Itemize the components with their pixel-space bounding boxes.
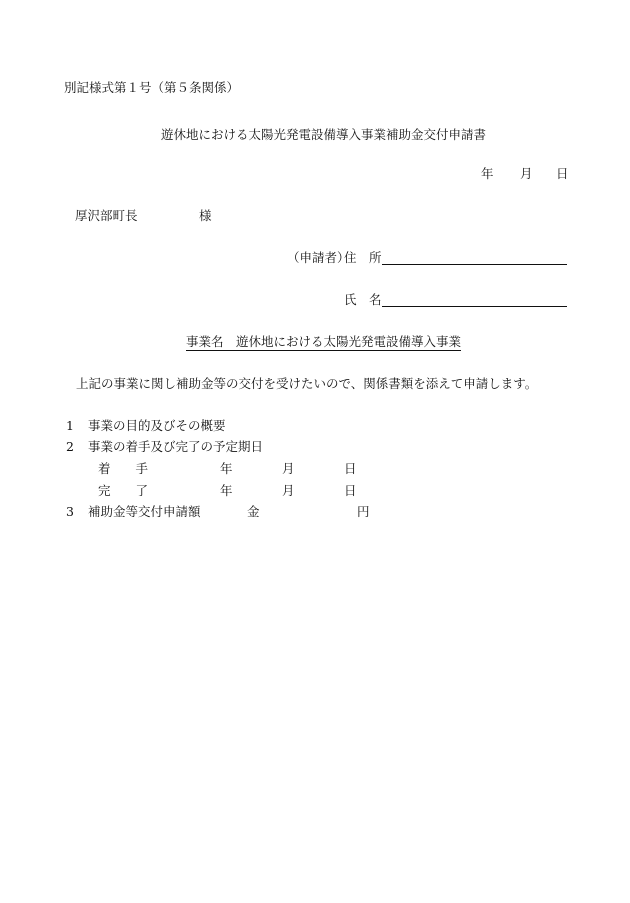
project-title-line [186, 336, 461, 351]
addressee-honorific: 様 [199, 208, 212, 223]
item-3-number: 3 [66, 504, 74, 519]
end-day-label: 日 [344, 483, 357, 498]
address-field[interactable] [382, 250, 567, 265]
project-name: 遊休地における太陽光発電設備導入事業 [236, 334, 462, 349]
start-month-label: 月 [282, 461, 295, 476]
name-field[interactable] [382, 292, 567, 307]
document-title: 遊休地における太陽光発電設備導入事業補助金交付申請書 [161, 127, 487, 142]
item-1-number: 1 [66, 418, 74, 433]
project-label: 事業名 [186, 334, 224, 349]
name-label: 氏 名 [344, 292, 382, 307]
application-statement: 上記の事業に関し補助金等の交付を受けたいので、関係書類を添えて申請します。 [76, 376, 538, 391]
date-year-label: 年 [481, 166, 494, 181]
item-2-number: 2 [66, 439, 74, 454]
start-day-label: 日 [344, 461, 357, 476]
form-number: 別記様式第１号（第５条関係） [64, 80, 240, 95]
date-month-label: 月 [520, 166, 533, 181]
start-year-label: 年 [220, 461, 233, 476]
amount-prefix: 金 [247, 504, 260, 519]
amount-suffix: 円 [357, 504, 370, 519]
address-label: 住 所 [344, 250, 382, 265]
date-day-label: 日 [556, 166, 569, 181]
item-3-text: 補助金等交付申請額 [88, 504, 201, 519]
end-year-label: 年 [220, 483, 233, 498]
item-2-text: 事業の着手及び完了の予定期日 [88, 439, 264, 454]
start-label: 着 手 [98, 461, 149, 476]
addressee-name: 厚沢部町長 [75, 208, 138, 223]
item-1-text: 事業の目的及びその概要 [88, 418, 226, 433]
end-month-label: 月 [282, 483, 295, 498]
applicant-prefix: （申請者） [287, 250, 350, 265]
end-label: 完 了 [98, 483, 149, 498]
